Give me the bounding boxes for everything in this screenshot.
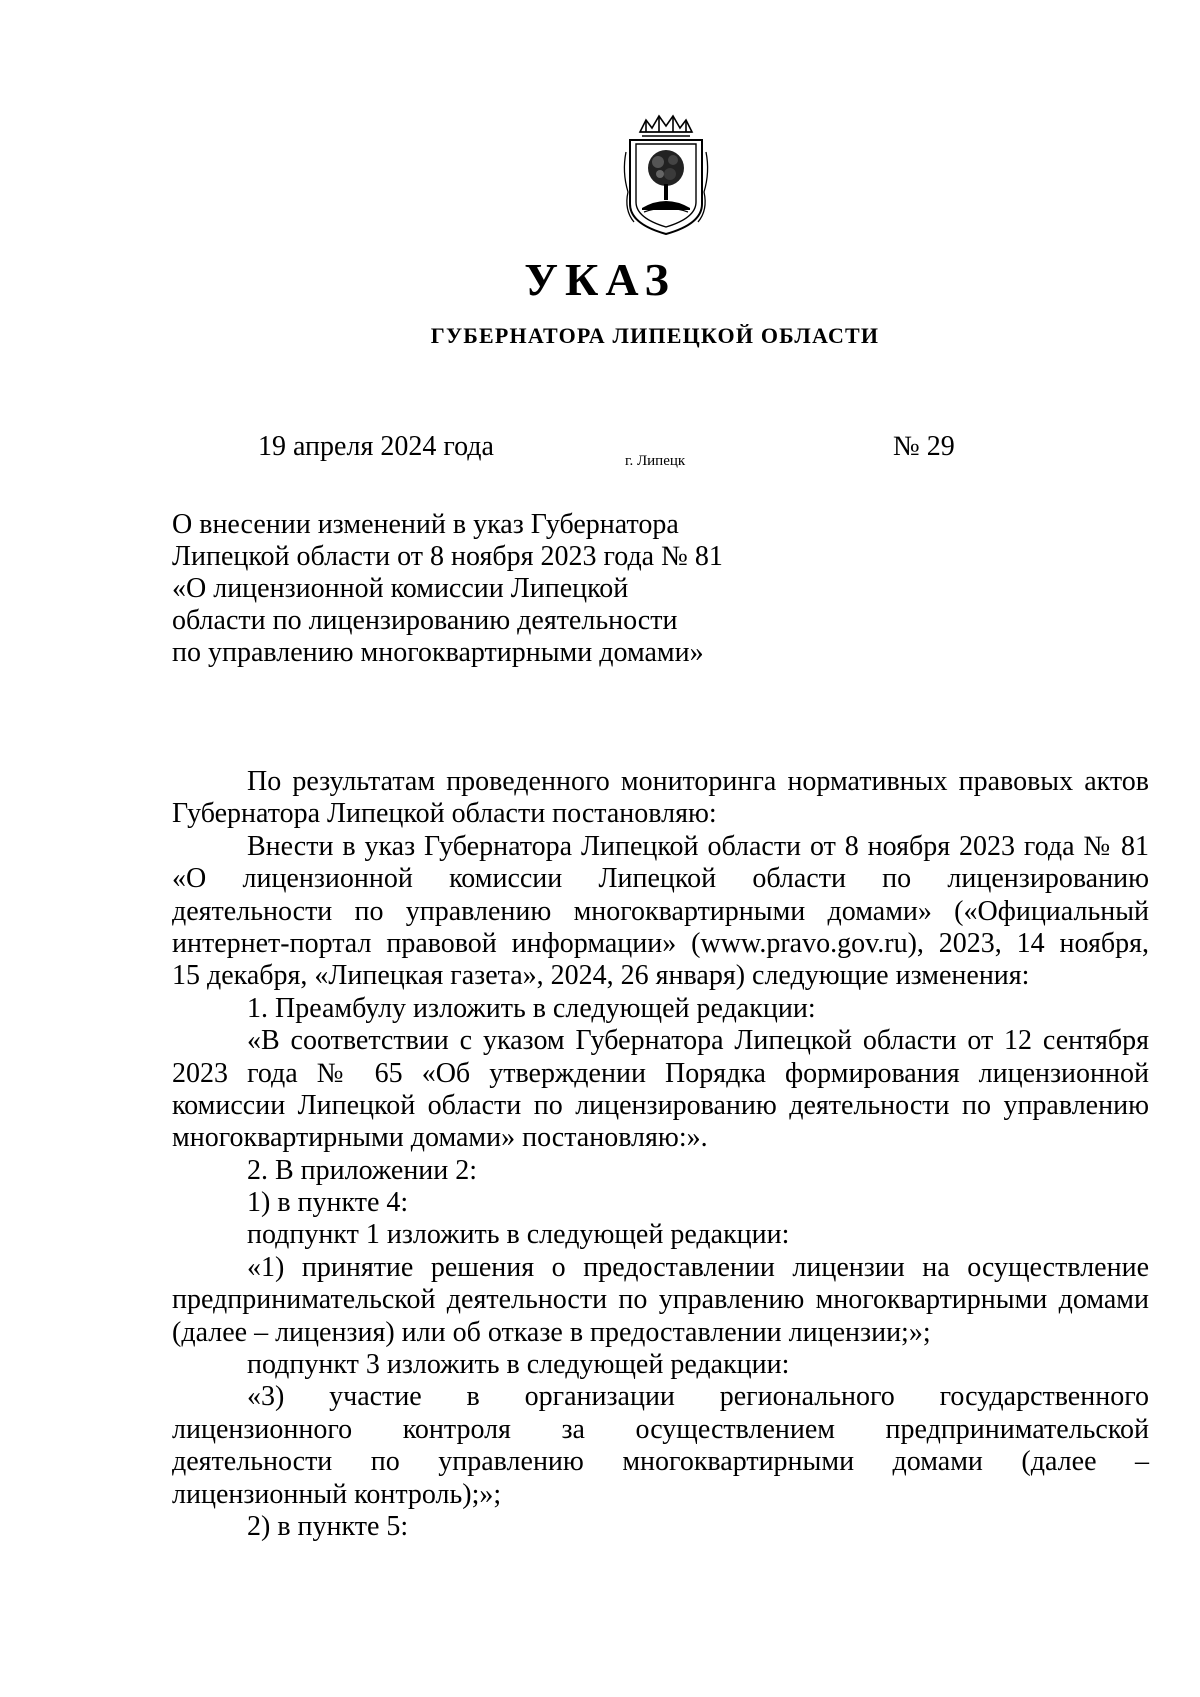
heading-line: О внесении изменений в указ Губернатора	[172, 509, 679, 540]
body-line: 2) в пункте 5:	[247, 1510, 409, 1542]
document-issuer: ГУБЕРНАТОРА ЛИПЕЦКОЙ ОБЛАСТИ	[430, 323, 880, 348]
heading-line: по управлению многоквартирными домами»	[172, 637, 704, 668]
body-line: лицензионного контроля за осуществлением предпринимательской	[172, 1413, 1149, 1445]
body-line: 1) в пункте 4:	[247, 1187, 409, 1219]
body-line: (далее – лицензия) или об отказе в предоставлении лицензии;»;	[172, 1316, 931, 1348]
body-line: 2. В приложении 2:	[247, 1154, 478, 1186]
body-line: «О лицензионной комиссии Липецкой области по лицензированию	[172, 863, 1149, 895]
heading-line: Липецкой области от 8 ноября 2023 года № 81	[172, 541, 723, 572]
document-body	[172, 766, 1149, 1543]
body-line: подпункт 3 изложить в следующей редакции:	[247, 1349, 790, 1381]
document-title: УКАЗ	[524, 254, 676, 305]
document-city: г. Липецк	[625, 453, 686, 469]
body-line: «1) принятие решения о предоставлении лицензии на осуществление	[247, 1251, 1149, 1283]
body-line: подпункт 1 изложить в следующей редакции:	[247, 1219, 790, 1251]
document-date: 19 апреля 2024 года	[258, 431, 494, 462]
heading-line: «О лицензионной комиссии Липецкой	[172, 573, 629, 604]
body-line: Внести в указ Губернатора Липецкой области от 8 ноября 2023 года № 81	[247, 830, 1149, 862]
body-line: лицензионный контроль);»;	[172, 1478, 502, 1510]
body-line: 15 декабря, «Липецкая газета», 2024, 26 января) следующие изменения:	[172, 960, 1030, 992]
body-line: «3) участие в организации регионального государственного	[247, 1381, 1149, 1413]
body-line: деятельности по управлению многоквартирными домами» («Официальный	[172, 895, 1149, 927]
body-line: предпринимательской деятельности по управлению многоквартирными домами	[172, 1284, 1149, 1316]
document-number: № 29	[893, 431, 955, 462]
body-line: комиссии Липецкой области по лицензированию деятельности по управлению	[172, 1089, 1149, 1121]
coat-of-arms-icon	[618, 112, 714, 240]
body-line: 1. Преамбулу изложить в следующей редакции:	[247, 992, 816, 1024]
heading-line: области по лицензированию деятельности	[172, 605, 678, 636]
body-line: По результатам проведенного мониторинга нормативных правовых актов	[247, 766, 1149, 797]
body-line: многоквартирными домами» постановляю:».	[172, 1122, 708, 1154]
body-line: интернет-портал правовой информации» (www.pravo.gov.ru), 2023, 14 ноября,	[172, 927, 1149, 959]
body-line: 2023 года № 65 «Об утверждении Порядка формирования лицензионной	[172, 1057, 1149, 1089]
body-line: деятельности по управлению многоквартирными домами (далее –	[172, 1446, 1149, 1478]
body-line: «В соответствии с указом Губернатора Липецкой области от 12 сентября	[247, 1025, 1149, 1057]
document-heading	[172, 509, 792, 669]
body-line: Губернатора Липецкой области постановляю:	[172, 798, 717, 830]
